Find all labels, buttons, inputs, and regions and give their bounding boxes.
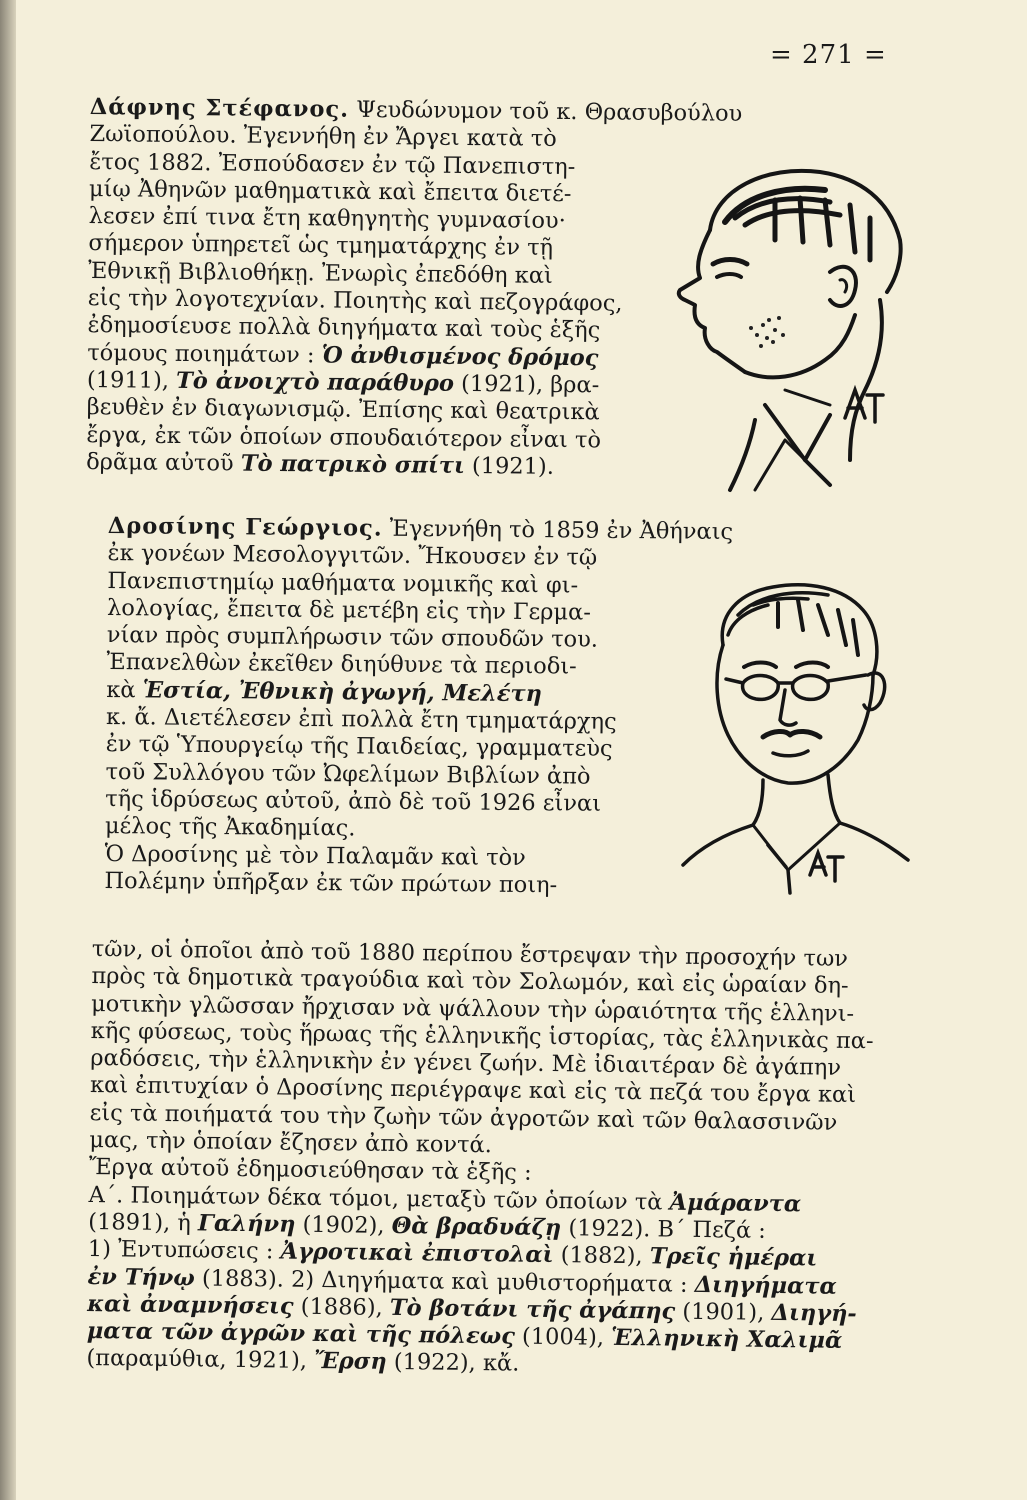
text-run: ἐν τῷ Ὑπουργείῳ τῆς Παιδείας, γραμματεὺς — [105, 731, 613, 763]
text-run: μοτικὴν γλῶσσαν ἤρχισαν νὰ ψάλλουν τὴν ὡραιότητα τῆς ἑλληνι- — [90, 990, 855, 1027]
text-run: (1891), ἡ — [88, 1208, 199, 1237]
work-title: καὶ ἀναμνήσεις — [87, 1290, 294, 1320]
text-run: Πανεπιστημίῳ μαθήματα νομικῆς καὶ φι- — [107, 567, 579, 599]
text-run: κὰ — [106, 676, 143, 704]
text-run: Ὁ Δροσίνης μὲ τὸν Παλαμᾶν καὶ τὸν — [104, 840, 526, 871]
page-edge — [0, 0, 16, 1500]
work-title: Ἀμάραντα — [669, 1189, 802, 1217]
text-run: Ἐπανελθὼν ἐκεῖθεν διηύθυνε τὰ περιοδι- — [106, 649, 577, 680]
text-run: Ἐθνικῇ Βιβλιοθήκῃ. Ἐνωρὶς ἐπεδόθη καὶ — [88, 257, 553, 289]
text-run: ἐδημοσίευσε πολλὰ διηγήματα καὶ τοὺς ἑξῆς — [87, 312, 601, 344]
text-run: λολογίας, ἔπειτα δὲ μετέβη εἰς τὴν Γερμα- — [106, 594, 592, 626]
text-run: μίῳ Ἀθηνῶν μαθηματικὰ καὶ ἔπειτα διετέ- — [88, 175, 572, 207]
portrait-dafnis — [655, 160, 915, 505]
text-run: ραδόσεις, τὴν ἑλληνικὴν ἐν γένει ζωήν. Μὲ ἰδιαιτέραν δὲ ἀγάπην — [90, 1045, 842, 1082]
text-run: 1) Ἐντυπώσεις : — [87, 1236, 281, 1265]
text-run: εἰς τὰ ποιήματά του τὴν ζωὴν τῶν ἀγροτῶν καὶ τῶν θαλασσινῶν — [89, 1099, 838, 1136]
text-run: (1883). 2) Διηγήματα καὶ μυθιστορήματα : — [194, 1264, 695, 1298]
text-run: (1901), — [675, 1298, 772, 1326]
text-run: εἰς τὴν λογοτεχνίαν. Ποιητὴς καὶ πεζογράφος, — [87, 285, 623, 317]
text-run: (παραμύθια, 1921), — [86, 1345, 315, 1375]
text-run: πρὸς τὰ δημοτικὰ τραγούδια καὶ τὸν Σολωμόν, καὶ εἰς ὡραίαν δη- — [91, 963, 849, 1000]
text-run: τόμους ποιημάτων : — [87, 339, 322, 369]
entry-heading: Δάφνης Στέφανος. — [89, 94, 350, 123]
entry-heading: Δροσίνης Γεώργιος. — [107, 513, 383, 542]
work-title: Τὸ πατρικὸ σπίτι — [240, 450, 465, 479]
work-title: ἐν Τήνῳ — [87, 1263, 195, 1291]
work-title: Γαλήνη — [197, 1210, 296, 1238]
work-title: Ἑλληνικὴ Χαλιμᾶ — [610, 1324, 843, 1355]
text-run: Ἐγεννήθη τὸ 1859 ἐν Ἀθήναις — [382, 515, 734, 546]
text-run: (1004), — [514, 1323, 612, 1351]
text-run: σήμερον ὑπηρετεῖ ὡς τμηματάρχης ἐν τῇ — [88, 230, 554, 262]
text-run: ἔργα, ἐκ τῶν ὁποίων σπουδαιότερον εἶναι τὸ — [86, 421, 602, 453]
text-run: μέλος τῆς Ἀκαδημίας. — [104, 813, 356, 842]
text-run: κῆς φύσεως, τοὺς ἥρωας τῆς ἑλληνικῆς ἱστορίας, τὰς ἑλληνικὰς πα- — [90, 1017, 874, 1055]
text-run: μας, τὴν ὁποίαν ἔζησεν ἀπὸ κοντά. — [89, 1127, 493, 1159]
work-title: Ἔρση — [313, 1348, 387, 1376]
text-run: καὶ ἐπιτυχίαν ὁ Δροσίνης περιέγραψε καὶ εἰς τὰ πεζά του ἔργα καὶ — [89, 1072, 857, 1109]
text-run: τοῦ Συλλόγου τῶν Ὠφελίμων Βιβλίων ἀπὸ — [105, 758, 591, 790]
work-title: ματα τῶν ἀγρῶν καὶ τῆς πόλεως — [86, 1318, 516, 1350]
text-run: (1886), — [293, 1293, 391, 1321]
work-title: Θὰ βραδυάζῃ — [391, 1212, 562, 1242]
text-run: Ψευδώνυμον τοῦ κ. Θρασυβούλου — [348, 96, 743, 127]
work-title: Τὸ βοτάνι τῆς ἀγάπης — [389, 1294, 676, 1325]
signature-at-icon-2 — [810, 853, 843, 881]
work-title: Διηγή- — [771, 1299, 857, 1327]
text-run: κ. ἄ. Διετέλεσεν ἐπὶ πολλὰ ἔτη τμηματάρχης — [105, 704, 617, 735]
text-run: ἔτος 1882. Ἐσπούδασεν ἐν τῷ Πανεπιστη- — [89, 148, 576, 180]
entry-drosinis-continued-text — [86, 936, 922, 1384]
text-run: νίαν πρὸς συμπλήρωσιν τῶν σπουδῶν του. — [106, 622, 599, 653]
work-title: Ἀγροτικαὶ ἐπιστολαὶ — [280, 1238, 554, 1269]
text-run: (1922), κἄ. — [386, 1349, 520, 1378]
work-title: Ὁ ἀνθισμένος δρόμος — [321, 342, 599, 372]
text-run: τῆς ἱδρύσεως αὐτοῦ, ἀπὸ δὲ τοῦ 1926 εἶναι — [105, 785, 602, 817]
text-run: ἐκ γονέων Μεσολογγιτῶν. Ἤκουσεν ἐν τῷ — [107, 540, 598, 571]
text-run: βευθὲν ἐν διαγωνισμῷ. Ἐπίσης καὶ θεατρικὰ — [86, 394, 600, 426]
text-run: τῶν, οἱ ὁποῖοι ἀπὸ τοῦ 1880 περίπου ἔστρεψαν τὴν προσοχήν των — [91, 936, 849, 972]
text-run: (1882), — [553, 1242, 650, 1270]
text-run: Ζωϊοπούλου. Ἐγεννήθη ἐν Ἄργει κατὰ τὸ — [89, 121, 557, 153]
portrait-drosinis — [668, 575, 918, 895]
text-run: (1911), — [86, 366, 177, 394]
text-run: (1902), — [295, 1211, 392, 1239]
text-run: Α΄. Ποιημάτων δέκα τόμοι, μεταξὺ τῶν ὁποίων τὰ — [88, 1181, 670, 1216]
text-run: (1921). — [464, 452, 555, 480]
work-title: Ἑστία, Ἐθνικὴ ἀγωγή, Μελέτη — [142, 677, 543, 707]
text-run: δρᾶμα αὐτοῦ — [86, 448, 241, 477]
text-run: (1921), βρα- — [453, 370, 600, 399]
text-run: Ἔργα αὐτοῦ ἐδημοσιεύθησαν τὰ ἑξῆς : — [88, 1154, 532, 1187]
text-run: (1922). Β΄ Πεζά : — [561, 1215, 767, 1244]
work-title: Διηγήματα — [694, 1271, 837, 1300]
text-run: Πολέμην ὑπῆρξαν ἐκ τῶν πρώτων ποιη- — [104, 867, 558, 899]
text-run: λεσεν ἐπί τινα ἔτη καθηγητὴς γυμνασίου· — [88, 203, 566, 235]
work-title: Τὸ ἀνοιχτὸ παράθυρο — [175, 367, 455, 397]
work-title: Τρεῖς ἡμέραι — [649, 1243, 818, 1272]
page-number: = 271 = — [770, 40, 887, 70]
